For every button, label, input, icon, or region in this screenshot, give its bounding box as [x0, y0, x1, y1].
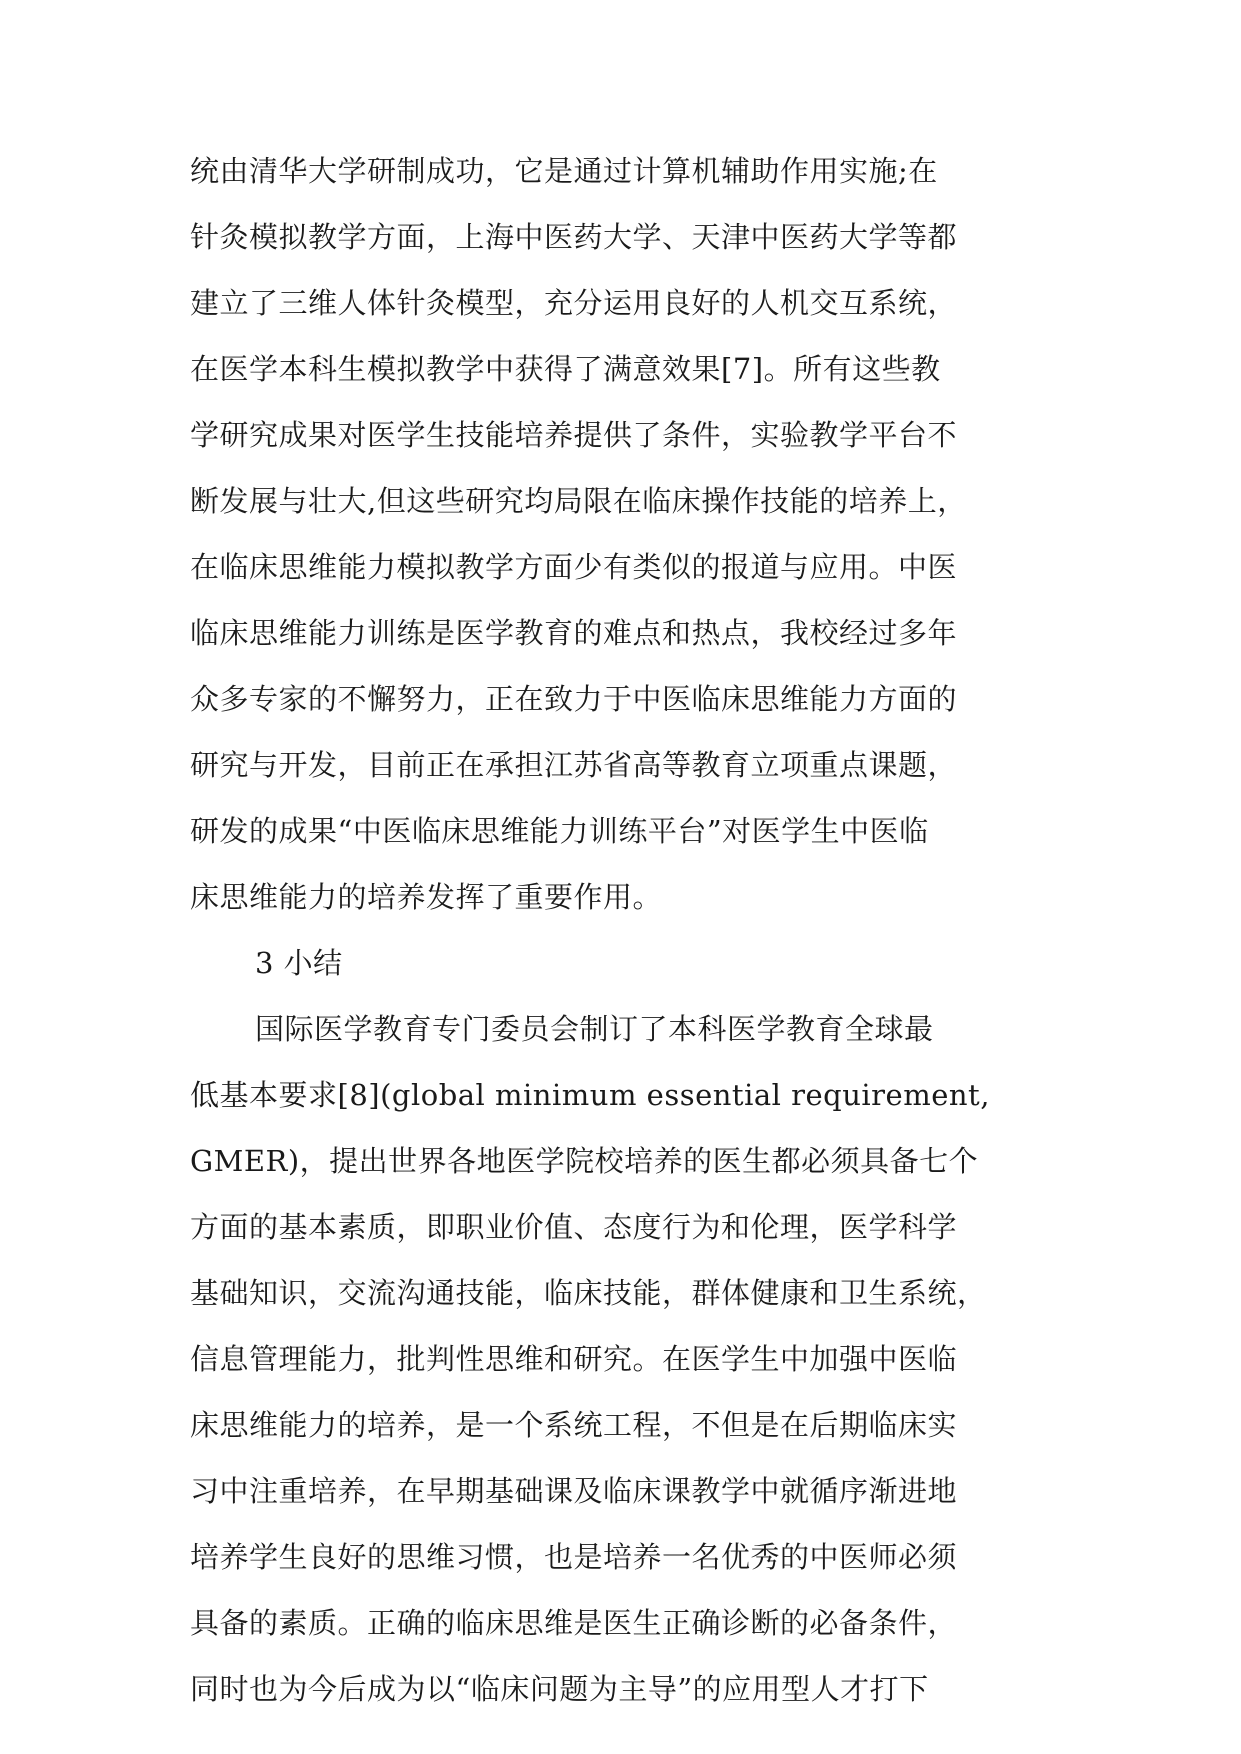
text-line: 床思维能力的培养发挥了重要作用。 [190, 880, 663, 914]
text-line: 统由清华大学研制成功，它是通过计算机辅助作用实施;在 [190, 154, 938, 188]
text-line: 针灸模拟教学方面，上海中医药大学、天津中医药大学等都 [190, 220, 958, 254]
text-line: 学研究成果对医学生技能培养提供了条件，实验教学平台不 [190, 418, 958, 452]
text-line: 在临床思维能力模拟教学方面少有类似的报道与应用。中医 [190, 550, 958, 584]
text-line: 在医学本科生模拟教学中获得了满意效果[7]。所有这些教 [190, 352, 941, 386]
text-line: 信息管理能力，批判性思维和研究。在医学生中加强中医临 [190, 1342, 958, 1376]
text-line: 培养学生良好的思维习惯，也是培养一名优秀的中医师必须 [190, 1540, 958, 1574]
text-line: 同时也为今后成为以“临床问题为主导”的应用型人才打下 [190, 1672, 929, 1706]
text-line: 断发展与壮大,但这些研究均局限在临床操作技能的培养上， [190, 484, 967, 518]
text-line: 方面的基本素质，即职业价值、态度行为和伦理，医学科学 [190, 1210, 958, 1244]
text-line: 众多专家的不懈努力，正在致力于中医临床思维能力方面的 [190, 682, 958, 716]
text-line: 床思维能力的培养，是一个系统工程，不但是在后期临床实 [190, 1408, 958, 1442]
text-line: GMER)，提出世界各地医学院校培养的医生都必须具备七个 [190, 1144, 979, 1178]
text-line: 研究与开发，目前正在承担江苏省高等教育立项重点课题， [190, 748, 958, 782]
text-line: 临床思维能力训练是医学教育的难点和热点，我校经过多年 [190, 616, 958, 650]
text-line: 基础知识，交流沟通技能，临床技能，群体健康和卫生系统， [190, 1276, 987, 1310]
text-line: 习中注重培养，在早期基础课及临床课教学中就循序渐进地 [190, 1474, 958, 1508]
section-heading: 3 小结 [255, 946, 343, 980]
text-line: 建立了三维人体针灸模型，充分运用良好的人机交互系统， [190, 286, 958, 320]
text-line: 研发的成果“中医临床思维能力训练平台”对医学生中医临 [190, 814, 929, 848]
text-line: 国际医学教育专门委员会制订了本科医学教育全球最 [255, 1012, 934, 1046]
text-line: 低基本要求[8](global minimum essential requirement, [190, 1078, 990, 1112]
text-line: 具备的素质。正确的临床思维是医生正确诊断的必备条件， [190, 1606, 958, 1640]
